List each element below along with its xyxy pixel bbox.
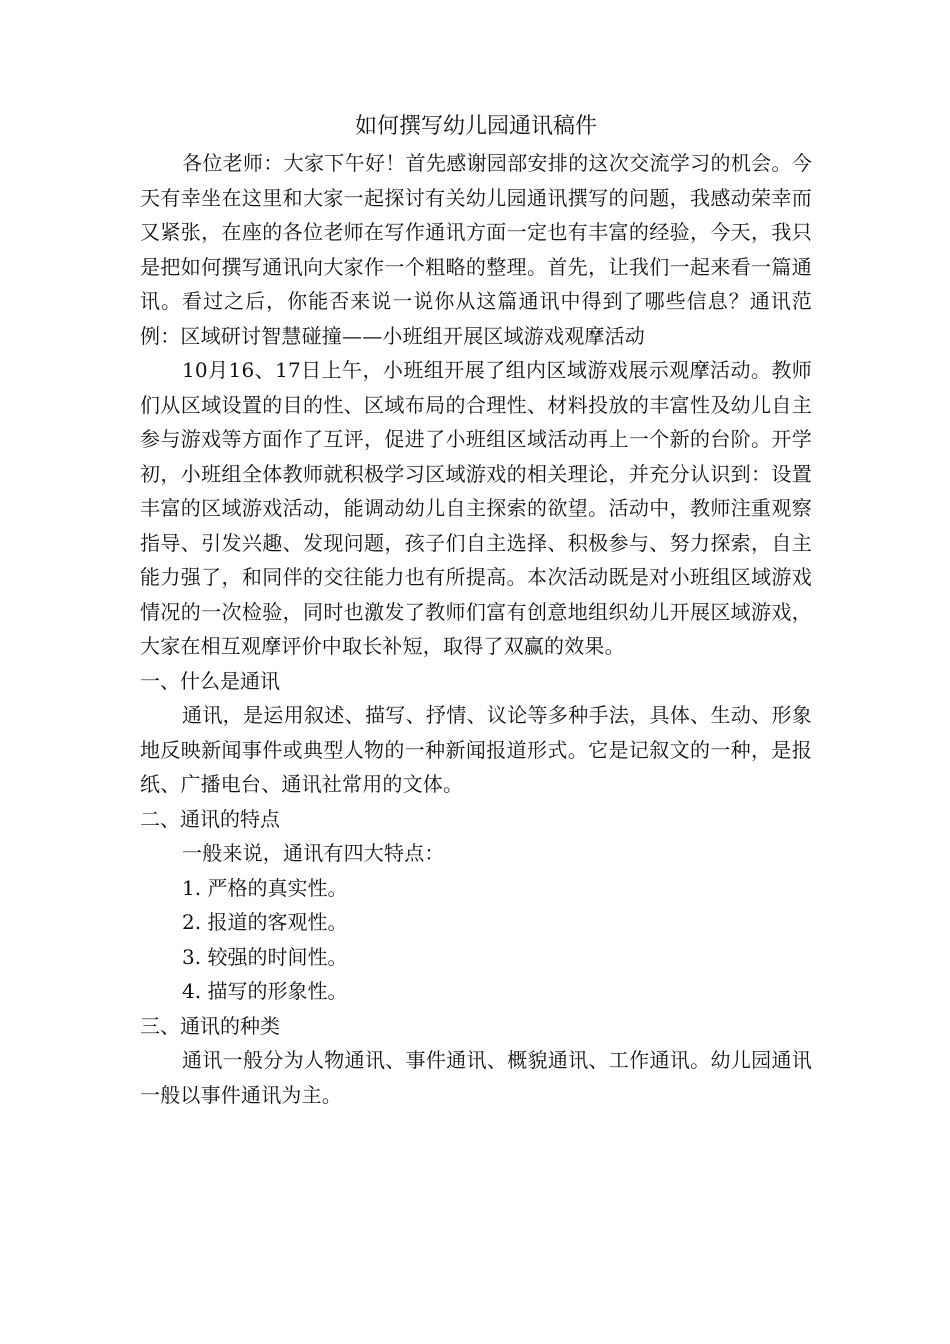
section2-heading: 二、通讯的特点 (140, 806, 280, 831)
list-item: 2. 报道的客观性。 (182, 910, 348, 934)
document-page (140, 110, 812, 1112)
list-item: 3. 较强的时间性。 (182, 944, 348, 969)
section1-heading: 一、什么是通讯 (140, 668, 280, 693)
example-paragraph: 10月16、17日上午，小班组开展了组内区域游戏展示观摩活动。教师们从区域设置的目的性、区域布局的合理性、材料投放的丰富性及幼儿自主参与游戏等方面作了互评，促进了小班组区域活动再上一个新的台阶。开学初，小班组全体教师就积极学习区域游戏的相关理论，并充分认识到：设置丰富的区域游戏活动，能调动幼儿自主探索的欲望。活动中，教师注重观察指导、引发兴趣、发现问题，孩子们自主选择、积极参与、努力探索，自主能力强了，和同伴的交往能力也有所提高。本次活动既是对小班组区域游戏情况的一次检验，同时也激发了教师们富有创意地组织幼儿开展区域游戏，大家在相互观摩评价中取长补短，取得了双赢的效果。 (140, 358, 812, 658)
list-item: 4. 描写的形象性。 (182, 979, 348, 1003)
list-item: 1. 严格的真实性。 (182, 875, 348, 900)
features-list (140, 871, 812, 1009)
section3-body: 通讯一般分为人物通讯、事件通讯、概貌通讯、工作通讯。幼儿园通讯一般以事件通讯为主。 (140, 1048, 812, 1107)
section2-lead: 一般来说，通讯有四大特点： (182, 841, 445, 865)
document-title: 如何撰写幼儿园通讯稿件 (354, 114, 597, 139)
section1-body: 通讯，是运用叙述、描写、抒情、议论等多种手法，具体、生动、形象地反映新闻事件或典型人物的一种新闻报道形式。它是记叙文的一种，是报纸、广播电台、通讯社常用的文体。 (140, 703, 812, 796)
section3-heading: 三、通讯的种类 (140, 1013, 280, 1038)
intro-paragraph: 各位老师：大家下午好！首先感谢园部安排的这次交流学习的机会。今天有幸坐在这里和大家一起探讨有关幼儿园通讯撰写的问题，我感动荣幸而又紧张，在座的各位老师在写作通讯方面一定也有丰富的经验，今天，我只是把如何撰写通讯向大家作一个粗略的整理。首先，让我们一起来看一篇通讯。看过之后，你能否来说一说你从这篇通讯中得到了哪些信息？通讯范例：区域研讨智慧碰撞——小班组开展区域游戏观摩活动 (140, 151, 812, 348)
